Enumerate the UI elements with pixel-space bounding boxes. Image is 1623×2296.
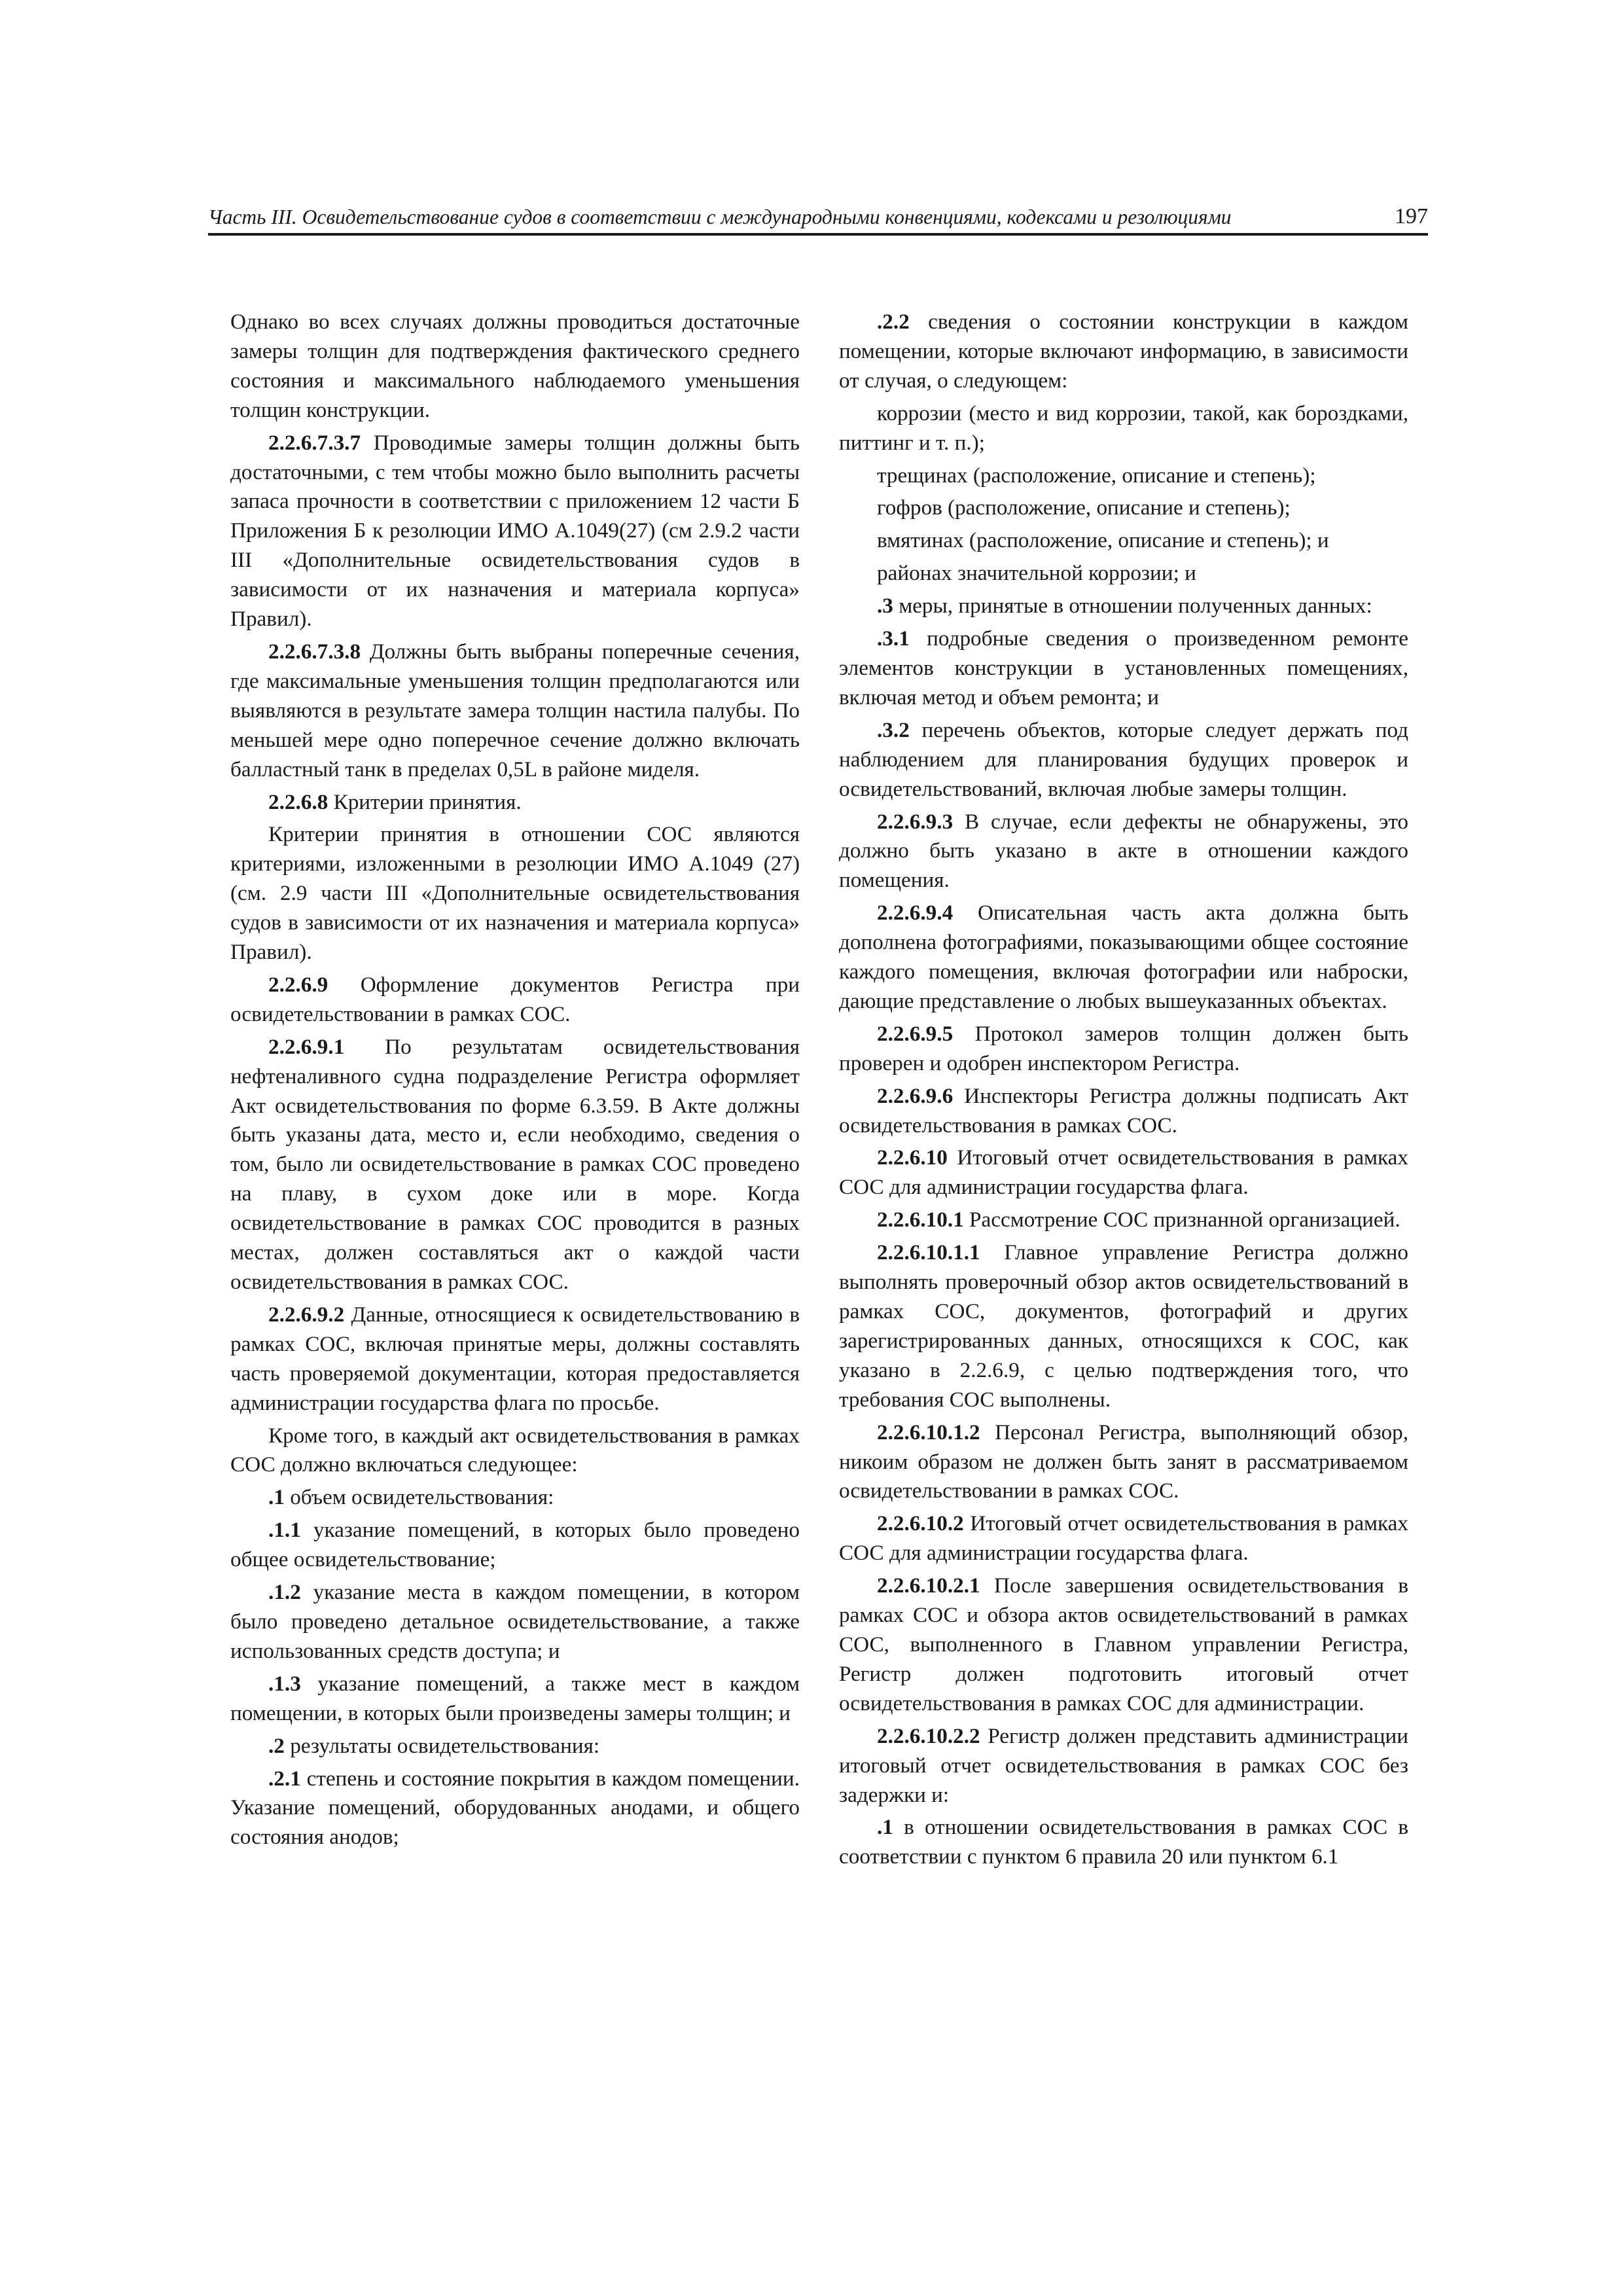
paragraph — [839, 1418, 1408, 1507]
paragraph-text: Итоговый отчет освидетельствования в рамках СОС для администрации государства флага. — [839, 1511, 1408, 1566]
clause-number: 2.2.6.9.1 — [268, 1034, 345, 1059]
paragraph — [839, 716, 1408, 804]
paragraph-text: Регистр должен представить администрации итоговый отчет освидетельствования в рамках СОС без задержки и: — [839, 1723, 1408, 1807]
paragraph — [230, 1033, 800, 1297]
page-number: 197 — [1395, 204, 1428, 228]
clause-number: 2.2.6.9.5 — [877, 1021, 954, 1046]
paragraph — [230, 429, 800, 634]
paragraph-text: Кроме того, в каждый акт освидетельствования в рамках СОС должно включаться следующее: — [230, 1423, 800, 1477]
paragraph-text: сведения о состоянии конструкции в каждом помещении, которые включают информацию, в зависимости от случая, о следующем: — [839, 310, 1408, 393]
paragraph — [839, 1020, 1408, 1079]
clause-number: 2.2.6.8 — [268, 789, 329, 814]
paragraph-text: Протокол замеров толщин должен быть проверен и одобрен инспектором Регистра. — [839, 1021, 1408, 1075]
paragraph-text: гофров (расположение, описание и степень); — [877, 495, 1291, 520]
clause-number: .3.1 — [877, 626, 910, 651]
clause-number: 2.2.6.10.1.2 — [877, 1420, 980, 1444]
paragraph-text: Данные, относящиеся к освидетельствованию в рамках СОС, включая принятые меры, должны составлять часть проверяемой документации, которая предоставляется администрации государства флага по просьбе. — [230, 1302, 800, 1415]
paragraph-text: трещинах (расположение, описание и степень); — [877, 463, 1316, 488]
paragraph — [839, 1813, 1408, 1872]
paragraph — [230, 1422, 800, 1480]
paragraph — [839, 592, 1408, 621]
paragraph — [230, 1670, 800, 1729]
paragraph — [230, 1732, 800, 1761]
paragraph-text: По результатам освидетельствования нефтеналивного судна подразделение Регистра оформляет Акт освидетельствования по форме 6.3.59. В Акте должны быть указаны дата, место и, если необходимо, сведения о том, было ли освидетельствование в рамках СОС проведено на плаву, в сухом доке или в море. Когда освидетельствование в рамках СОС проводится в разных местах, должен составляться акт о каждой части освидетельствования в рамках СОС. — [230, 1034, 800, 1294]
page-header — [208, 199, 1428, 236]
clause-number: .2 — [268, 1733, 285, 1758]
paragraph-text: Однако во всех случаях должны проводиться достаточные замеры толщин для подтверждения фактического среднего состояния и максимального наблюдаемого уменьшения толщин конструкции. — [230, 310, 800, 422]
paragraph-text: Должны быть выбраны поперечные сечения, где максимальные уменьшения толщин предполагаются или выявляются в результате замера толщин настила палубы. По меньшей мере одно поперечное сечение должно включать балластный танк в пределах 0,5L в районе миделя. — [230, 639, 800, 781]
paragraph-text: Проводимые замеры толщин должны быть достаточными, с тем чтобы можно было выполнить расчеты запаса прочности в соответствии с приложением 12 части Б Приложения Б к резолюции ИМО А.1049(27) (см 2.9.2 части III «Дополнительные освидетельствования судов в зависимости от их назначения и материала корпуса» Правил). — [230, 430, 800, 632]
paragraph — [839, 1509, 1408, 1568]
paragraph — [839, 559, 1408, 588]
paragraph — [230, 637, 800, 785]
clause-number: .1 — [268, 1485, 285, 1510]
paragraph — [839, 1238, 1408, 1414]
paragraph-text: меры, принятые в отношении полученных данных: — [893, 594, 1372, 619]
paragraph — [230, 1516, 800, 1575]
clause-number: .1.2 — [268, 1580, 301, 1605]
clause-number: 2.2.6.10.2.1 — [877, 1573, 980, 1598]
paragraph-text: После завершения освидетельствования в рамках СОС и обзора актов освидетельствований в рамках СОС, выполненного в Главном управлении Регистра, Регистр должен подготовить итоговый отчет освидетельствования в рамках СОС для администрации. — [839, 1573, 1408, 1715]
paragraph-text: Критерии принятия в отношении СОС являются критериями, изложенными в резолюции ИМО А.1049 (27) (см. 2.9 части III «Дополнительные освидетельствования судов в зависимости от их назначения и материала корпуса» Правил). — [230, 822, 800, 965]
paragraph-text: Инспекторы Регистра должны подписать Акт освидетельствования в рамках СОС. — [839, 1083, 1408, 1138]
paragraph — [839, 493, 1408, 523]
paragraph-text: указание места в каждом помещении, в котором было проведено детальное освидетельствование, а также использованных средств доступа; и — [230, 1580, 800, 1663]
paragraph — [230, 308, 800, 425]
paragraph — [839, 1571, 1408, 1719]
paragraph-text: Персонал Регистра, выполняющий обзор, никоим образом не должен быть занят в рассматриваемом освидетельствовании в рамках СОС. — [839, 1420, 1408, 1503]
paragraph-text: Оформление документов Регистра при освидетельствовании в рамках СОС. — [230, 972, 800, 1026]
running-title: Часть III. Освидетельствование судов в соответствии с международными конвенциями, кодексами и резолюциями — [208, 206, 1232, 228]
paragraph-text: Рассмотрение СОС признанной организацией. — [963, 1208, 1400, 1232]
paragraph-text: Критерии принятия. — [328, 789, 522, 814]
paragraph — [839, 624, 1408, 713]
paragraph — [839, 461, 1408, 491]
paragraph-text: объем освидетельствования: — [284, 1485, 554, 1510]
clause-number: 2.2.6.9.2 — [268, 1302, 345, 1327]
paragraph-text: подробные сведения о произведенном ремонте элементов конструкции в установленных помещениях, включая метод и объем ремонта; и — [839, 626, 1408, 709]
paragraph-text: Описательная часть акта должна быть дополнена фотографиями, показывающими общее состояние каждого помещения, включая фотографии или наброски, дающие представление о любых вышеуказанных объектах. — [839, 901, 1408, 1013]
paragraph — [839, 1206, 1408, 1235]
clause-number: 2.2.6.10 — [877, 1145, 948, 1170]
left-column — [230, 308, 800, 1856]
paragraph — [230, 1300, 800, 1418]
paragraph-text: степень и состояние покрытия в каждом помещении. Указание помещений, оборудованных анодами, и общего состояния анодов; — [230, 1766, 800, 1850]
paragraph-text: коррозии (место и вид коррозии, такой, как бороздками, питтинг и т. п.); — [839, 401, 1408, 455]
clause-number: .2.1 — [268, 1766, 301, 1791]
paragraph — [230, 1578, 800, 1666]
paragraph — [839, 1143, 1408, 1202]
clause-number: .3.2 — [877, 717, 910, 742]
clause-number: .1.1 — [268, 1518, 301, 1543]
clause-number: 2.2.6.9.3 — [877, 809, 954, 834]
paragraph-text: районах значительной коррозии; и — [877, 561, 1196, 586]
paragraph-text: Главное управление Регистра должно выполнять проверочный обзор актов освидетельствований в рамках СОС, документов, фотографий и других зарегистрированных данных, относящихся к СОС, как указано в 2.2.6.9, с целью подтверждения того, что требования СОС выполнены. — [839, 1240, 1408, 1412]
clause-number: 2.2.6.9.6 — [877, 1083, 954, 1108]
clause-number: .1.3 — [268, 1671, 301, 1696]
clause-number: 2.2.6.10.2 — [877, 1511, 964, 1536]
paragraph-text: В случае, если дефекты не обнаружены, это должно быть указано в акте в отношении каждого помещения. — [839, 809, 1408, 893]
paragraph — [839, 899, 1408, 1016]
paragraph — [230, 971, 800, 1030]
paragraph — [839, 399, 1408, 458]
paragraph-text: результаты освидетельствования: — [284, 1733, 600, 1758]
paragraph — [839, 526, 1408, 556]
paragraph — [839, 808, 1408, 896]
right-column — [839, 308, 1408, 1875]
paragraph — [230, 1765, 800, 1853]
paragraph — [839, 1082, 1408, 1141]
paragraph-text: вмятинах (расположение, описание и степень); и — [877, 528, 1329, 553]
paragraph-text: в отношении освидетельствования в рамках СОС в соответствии с пунктом 6 правила 20 или пунктом 6.1 — [839, 1815, 1408, 1869]
paragraph-text: указание помещений, в которых было проведено общее освидетельствование; — [230, 1518, 800, 1572]
paragraph-text: указание помещений, а также мест в каждом помещении, в которых были произведены замеры толщин; и — [230, 1671, 800, 1725]
paragraph-text: Итоговый отчет освидетельствования в рамках СОС для администрации государства флага. — [839, 1145, 1408, 1200]
clause-number: 2.2.6.10.1.1 — [877, 1240, 980, 1265]
clause-number: .2.2 — [877, 310, 910, 334]
clause-number: 2.2.6.7.3.7 — [268, 430, 361, 455]
paragraph-text: перечень объектов, которые следует держать под наблюдением для планирования будущих проверок и освидетельствований, включая любые замеры толщин. — [839, 717, 1408, 801]
clause-number: .1 — [877, 1815, 893, 1840]
paragraph — [839, 308, 1408, 396]
clause-number: 2.2.6.10.2.2 — [877, 1723, 980, 1748]
clause-number: .3 — [877, 594, 893, 619]
clause-number: 2.2.6.10.1 — [877, 1208, 964, 1232]
paragraph — [230, 820, 800, 967]
paragraph — [230, 788, 800, 817]
clause-number: 2.2.6.7.3.8 — [268, 639, 361, 664]
clause-number: 2.2.6.9.4 — [877, 901, 954, 925]
paragraph — [839, 1722, 1408, 1810]
clause-number: 2.2.6.9 — [268, 972, 329, 997]
paragraph — [230, 1483, 800, 1513]
